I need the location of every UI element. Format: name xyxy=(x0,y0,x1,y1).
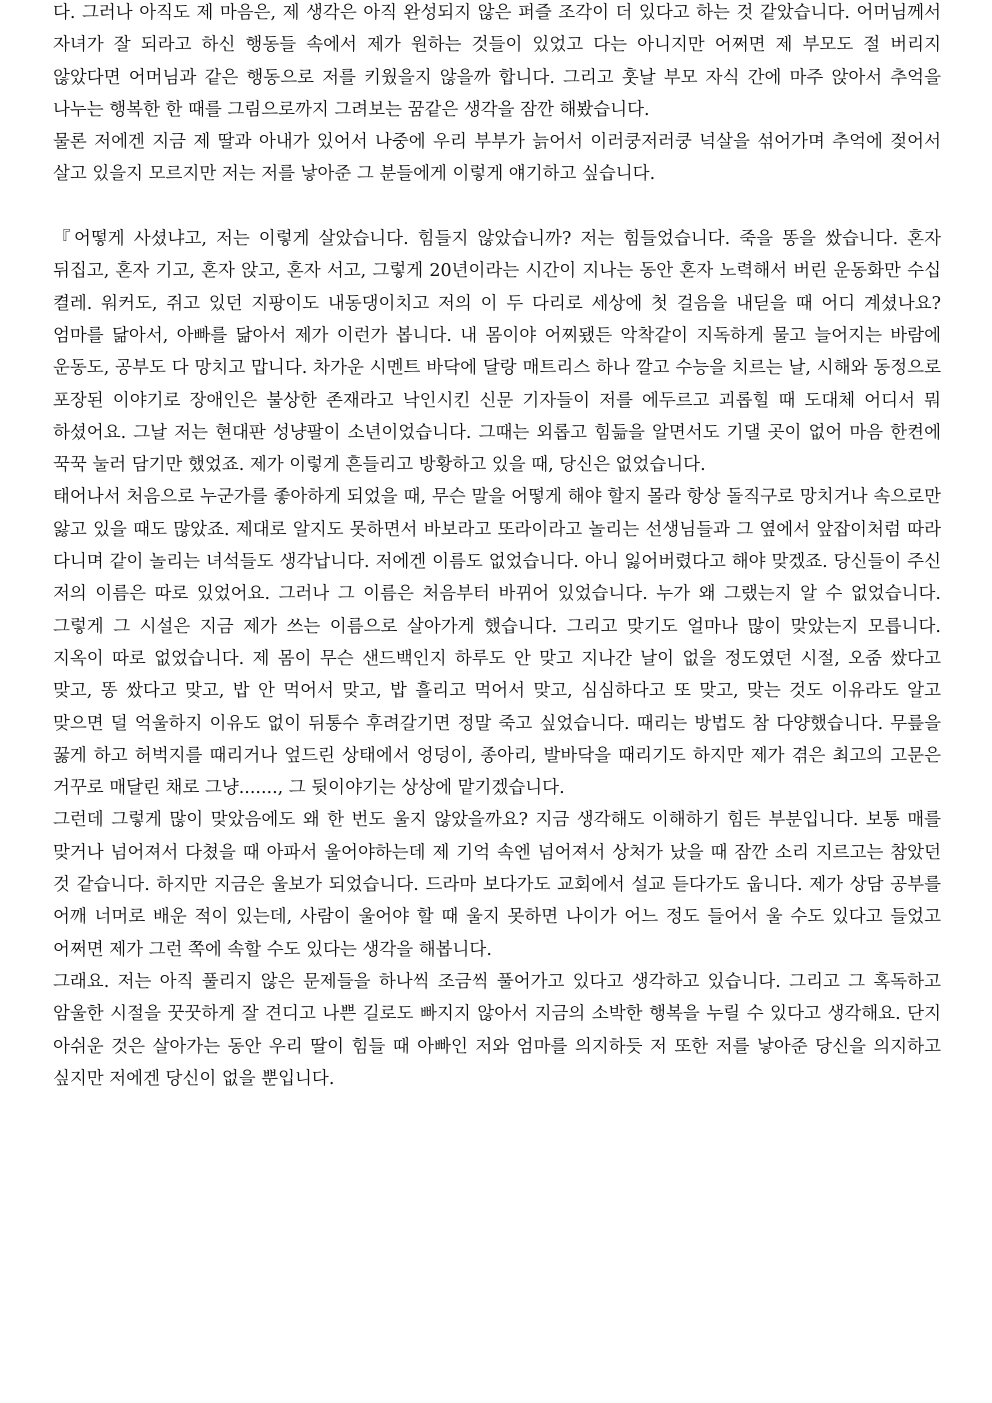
paragraph-2: 물론 저에겐 지금 제 딸과 아내가 있어서 나중에 우리 부부가 늙어서 이러쿵저러쿵 넉살을 섞어가며 추억에 젖어서 살고 있을지 모르지만 저는 저를 낳아준 그 분들에게 이렇게 얘기하고 싶습니다. xyxy=(53,132,941,185)
paragraph-4: 태어나서 처음으로 누군가를 좋아하게 되었을 때, 무슨 말을 어떻게 해야 할지 몰라 항상 돌직구로 망치거나 속으로만 앓고 있을 때도 많았죠. 제대로 알지도 못하면서 바보라고 또라이라고 놀리는 선생님들과 그 옆에서 앞잡이처럼 따라 다니며 같이 놀리는 녀석들도 생각납니다. 저에겐 이름도 없었습니다. 아니 잃어버렸다고 해야 맞겠죠. 당신들이 주신 저의 이름은 따로 있었어요. 그러나 그 이름은 처음부터 바뀌어 있었습니다. 누가 왜 그랬는지 알 수 없었습니다. 그렇게 그 시설은 지금 제가 쓰는 이름으로 살아가게 했습니다. 그리고 맞기도 얼마나 많이 맞았는지 모릅니다. 지옥이 따로 없었습니다. 제 몸이 무슨 샌드백인지 하루도 안 맞고 지나간 날이 없을 정도였던 시절, 오줌 쌌다고 맞고, 똥 쌌다고 맞고, 밥 안 먹어서 맞고, 밥 흘리고 먹어서 맞고, 심심하다고 또 맞고, 맞는 것도 이유라도 알고 맞으면 덜 억울하지 이유도 없이 뒤통수 후려갈기면 정말 죽고 싶었습니다. 때리는 방법도 참 다양했습니다. 무릎을 꿇게 하고 허벅지를 때리거나 엎드린 상태에서 엉덩이, 종아리, 발바닥을 때리기도 하지만 제가 겪은 최고의 고문은 거꾸로 매달린 채로 그냥......., 그 뒷이야기는 상상에 맡기겠습니다. xyxy=(53,487,941,799)
paragraph-6: 그래요. 저는 아직 풀리지 않은 문제들을 하나씩 조금씩 풀어가고 있다고 생각하고 있습니다. 그리고 그 혹독하고 암울한 시절을 꿋꿋하게 잘 견디고 나쁜 길로도 빠지지 않아서 지금의 소박한 행복을 누릴 수 있다고 생각해요. 단지 아쉬운 것은 살아가는 동안 우리 딸이 힘들 때 아빠인 저와 엄마를 의지하듯 저 또한 저를 낳아준 당신을 의지하고 싶지만 저에겐 당신이 없을 뿐입니다. xyxy=(53,971,941,1089)
paragraph-3: 『어떻게 사셨냐고, 저는 이렇게 살았습니다. 힘들지 않았습니까? 저는 힘들었습니다. 죽을 똥을 쌌습니다. 혼자 뒤집고, 혼자 기고, 혼자 앉고, 혼자 서고, 그렇게 20년이라는 시간이 지나는 동안 혼자 노력해서 버린 운동화만 수십 켤레. 워커도, 쥐고 있던 지팡이도 내동댕이치고 저의 이 두 다리로 세상에 첫 걸음을 내딛을 때 어디 계셨나요? 엄마를 닮아서, 아빠를 닮아서 제가 이런가 봅니다. 내 몸이야 어찌됐든 악착같이 지독하게 물고 늘어지는 바람에 운동도, 공부도 다 망치고 맙니다. 차가운 시멘트 바닥에 달랑 매트리스 하나 깔고 수능을 치르는 날, 시해와 동정으로 포장된 이야기로 장애인은 불상한 존재라고 낙인시킨 신문 기자들이 저를 에두르고 괴롭힐 때 도대체 어디서 뭐 하셨어요. 그날 저는 현대판 성냥팔이 소년이었습니다. 그때는 외롭고 힘듦을 알면서도 기댈 곳이 없어 마음 한켠에 꾹꾹 눌러 담기만 했었죠. 제가 이렇게 흔들리고 방황하고 있을 때, 당신은 없었습니다. xyxy=(53,229,941,476)
document-body xyxy=(53,0,941,1095)
paragraph-5: 그런데 그렇게 많이 맞았음에도 왜 한 번도 울지 않았을까요? 지금 생각해도 이해하기 힘든 부분입니다. 보통 매를 맞거나 넘어져서 다쳤을 때 아파서 울어야하는데 제 기억 속엔 넘어져서 상처가 났을 때 잠깐 소리 지르고는 참았던 것 같습니다. 하지만 지금은 울보가 되었습니다. 드라마 보다가도 교회에서 설교 듣다가도 웁니다. 제가 상담 공부를 어깨 너머로 배운 적이 있는데, 사람이 울어야 할 때 울지 못하면 나이가 어느 정도 들어서 울 수도 있다고 들었고 어쩌면 제가 그런 쪽에 속할 수도 있다는 생각을 해봅니다. xyxy=(53,810,941,960)
paragraph-gap xyxy=(53,191,941,223)
paragraph-1: 다. 그러나 아직도 제 마음은, 제 생각은 아직 완성되지 않은 퍼즐 조각이 더 있다고 하는 것 같았습니다. 어머님께서 자녀가 잘 되라고 하신 행동들 속에서 제가 원하는 것들이 있었고 다는 아니지만 어쩌면 제 부모도 절 버리지 않았다면 어머님과 같은 행동으로 저를 키웠을지 않을까 합니다. 그리고 훗날 부모 자식 간에 마주 앉아서 추억을 나누는 행복한 한 때를 그림으로까지 그려보는 꿈같은 생각을 잠깐 해봤습니다. xyxy=(53,3,941,120)
